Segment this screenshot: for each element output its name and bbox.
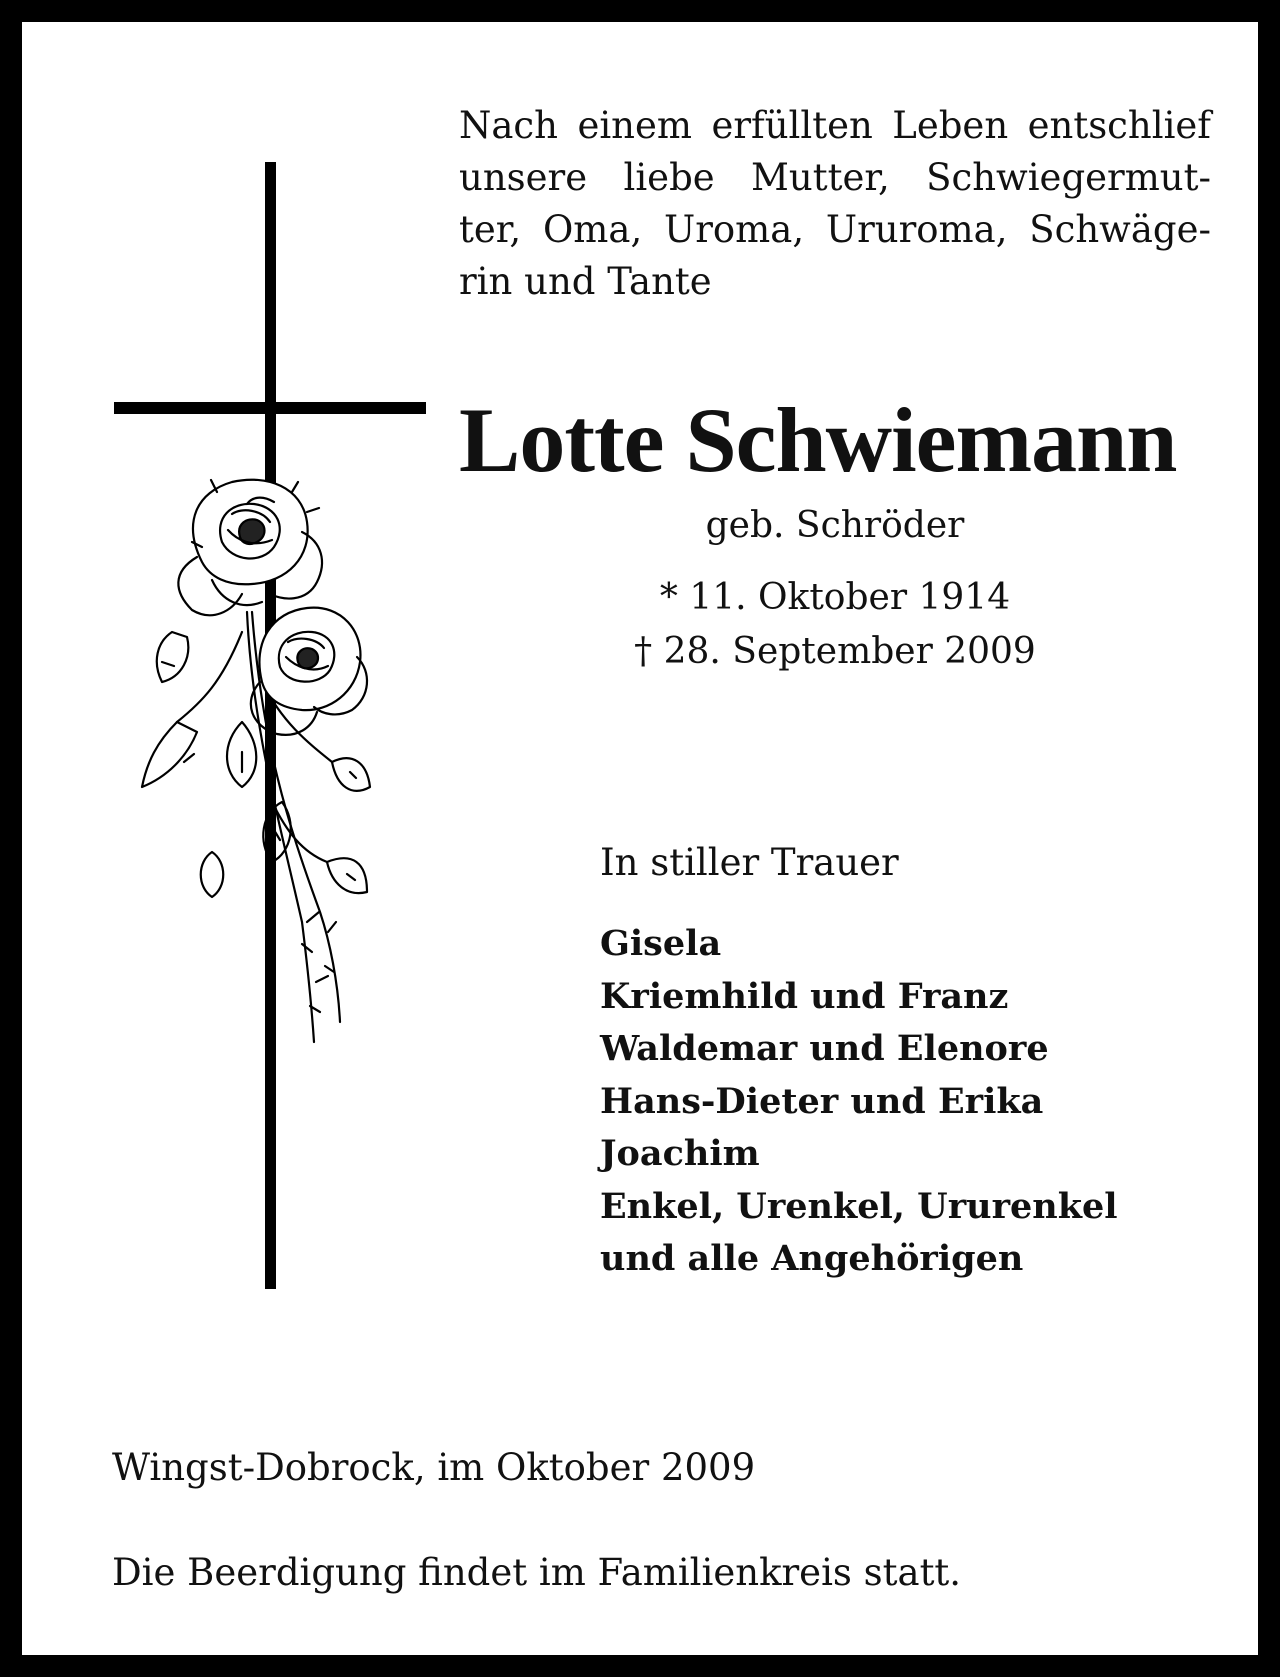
- mourner-name: Gisela: [600, 923, 722, 964]
- burial-note: Die Beerdigung findet im Familienkreis statt.: [112, 1551, 962, 1594]
- deceased-name: Lotte Schwiemann: [459, 389, 1177, 491]
- intro-line: ter, Oma, Uroma, Ururoma, Schwäge-: [459, 208, 1211, 251]
- mourner-name: Kriemhild und Franz: [600, 975, 1009, 1017]
- cross-icon: [114, 162, 426, 1289]
- place-and-date: Wingst-Dobrock, im Oktober 2009: [112, 1446, 756, 1489]
- rose-illustration: [142, 480, 370, 1042]
- mourner-name: Joachim: [600, 1133, 760, 1174]
- death-date: † 28. September 2009: [634, 631, 1036, 672]
- birth-date: * 11. Oktober 1914: [659, 577, 1011, 618]
- maiden-name: geb. Schröder: [705, 505, 965, 546]
- mourner-name: Enkel, Urenkel, Ururenkel: [600, 1185, 1118, 1227]
- intro-line: unsere liebe Mutter, Schwiegermut-: [459, 156, 1211, 199]
- mourner-name: Hans-Dieter und Erika: [600, 1080, 1044, 1122]
- mourner-name: und alle Angehörigen: [600, 1238, 1024, 1279]
- mourner-name: Waldemar und Elenore: [600, 1028, 1049, 1069]
- mourners-list: [600, 918, 1118, 1286]
- intro-line: rin und Tante: [459, 260, 712, 303]
- intro-paragraph: [459, 100, 1211, 308]
- cross-with-roses-illustration: [102, 162, 432, 1292]
- intro-line: Nach einem erfüllten Leben entschlief: [459, 104, 1211, 147]
- mourning-heading: In stiller Trauer: [600, 841, 899, 884]
- upper-rose: [178, 480, 322, 616]
